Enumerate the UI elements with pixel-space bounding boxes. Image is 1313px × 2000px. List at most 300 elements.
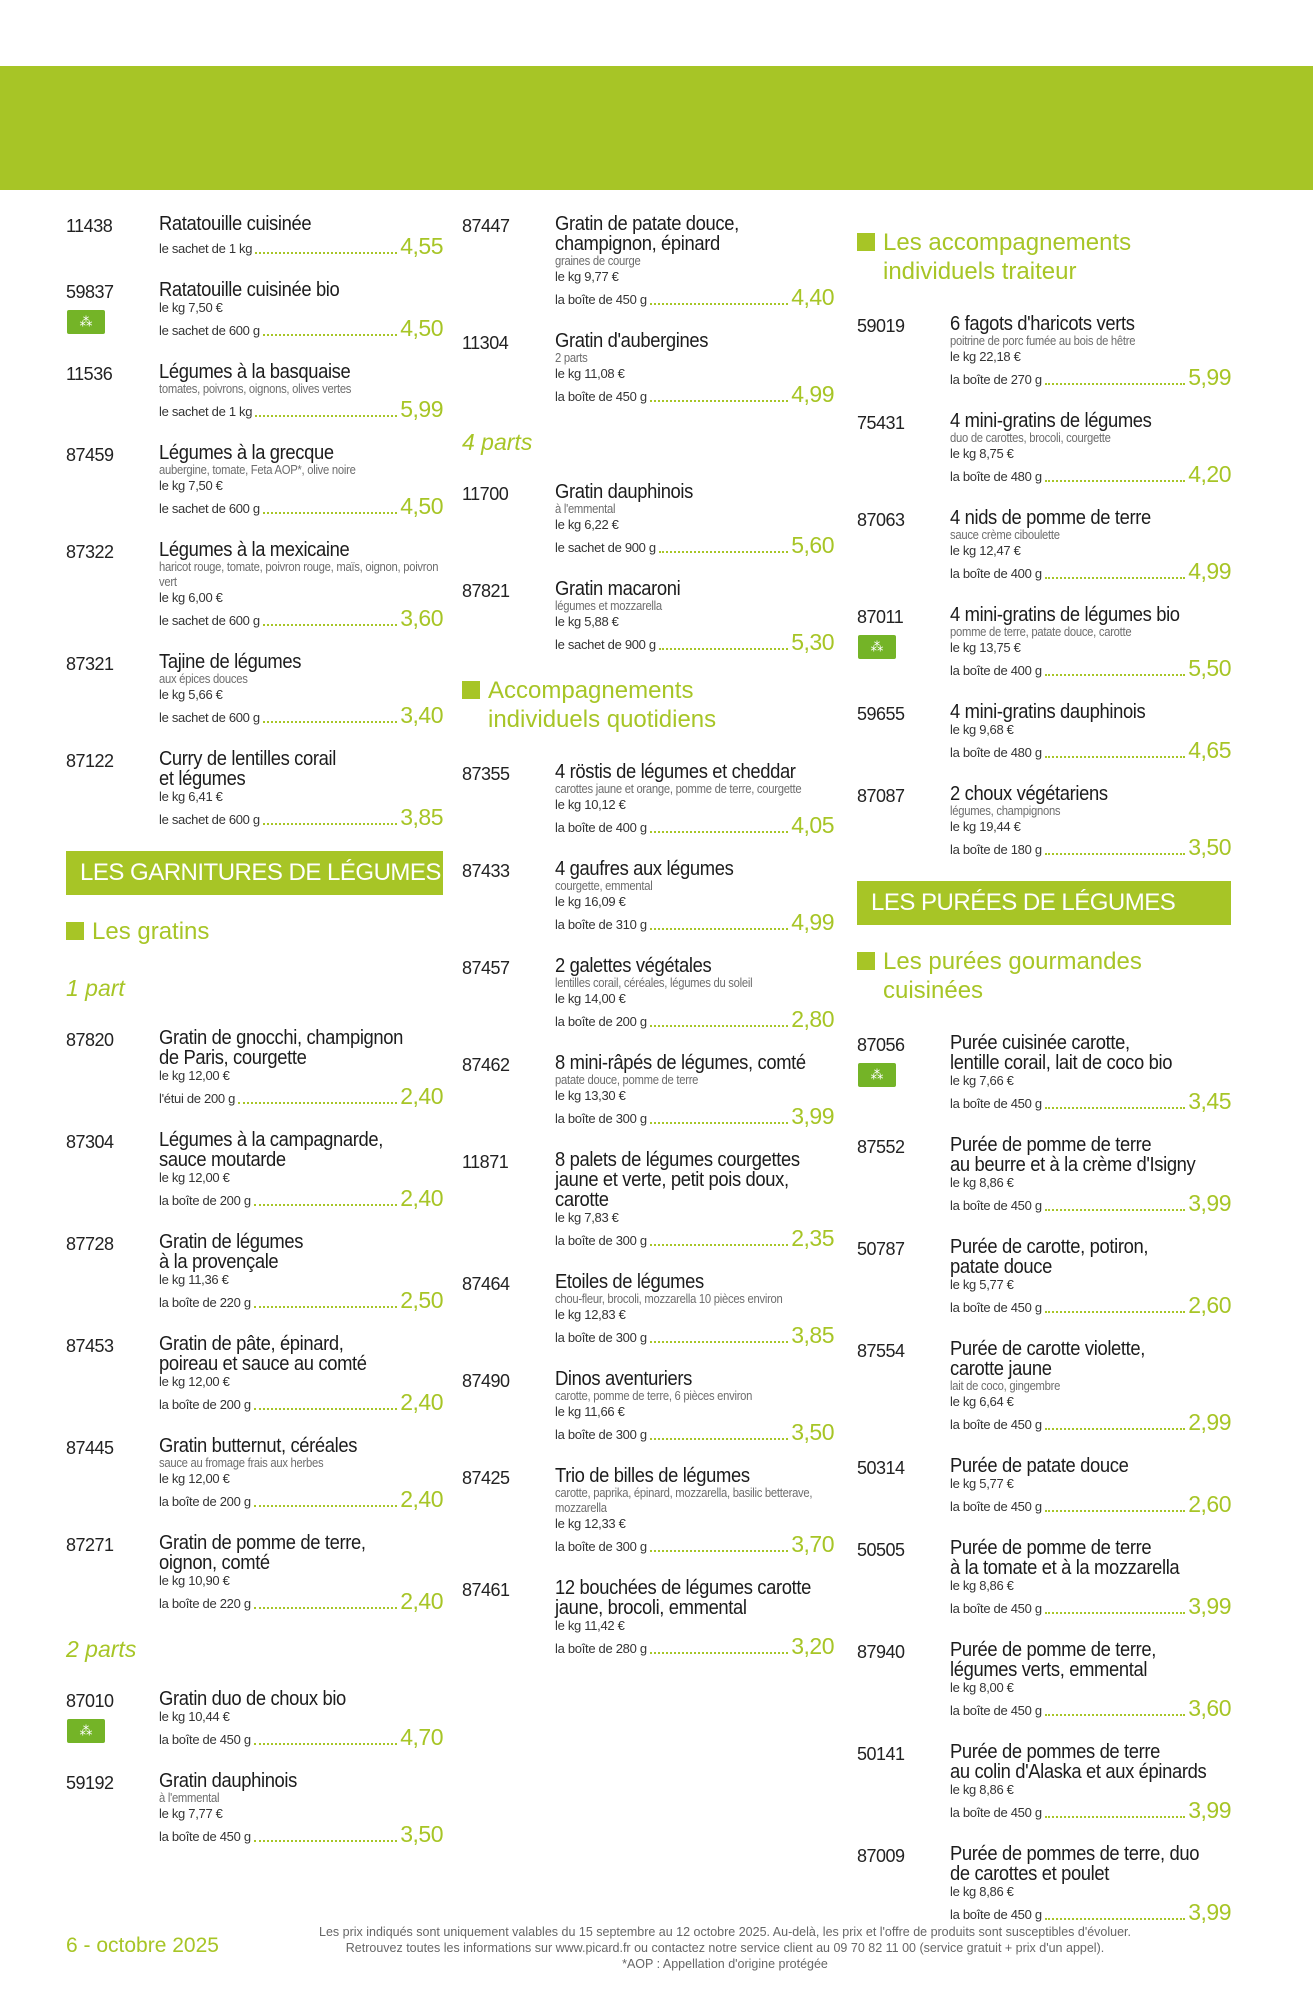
product-name: Gratin dauphinois xyxy=(159,1770,297,1792)
product-code: 87461 xyxy=(462,1580,510,1600)
product-code: 87457 xyxy=(462,958,510,978)
column-3 xyxy=(857,214,1231,1946)
dotted-leader xyxy=(650,1025,788,1027)
product-pack-line xyxy=(950,656,1231,680)
product-price-per-kg: le kg 8,00 € xyxy=(950,1680,1014,1695)
product-description: lentilles corail, céréales, légumes du soleil xyxy=(555,976,753,990)
product-code: 87940 xyxy=(857,1642,905,1662)
product-pack-size: la boîte de 200 g xyxy=(555,1014,647,1029)
product-description: carottes jaune et orange, pomme de terre, courgette xyxy=(555,782,802,796)
product-name: Gratin dauphinois xyxy=(555,481,693,503)
dotted-leader xyxy=(650,1244,788,1246)
product-code: 11871 xyxy=(462,1152,509,1172)
product-pack-size: la boîte de 450 g xyxy=(950,1300,1042,1315)
product-pack-line xyxy=(555,1634,834,1658)
footer-note-line-3: *AOP : Appellation d'origine protégée xyxy=(622,1957,828,1971)
product-name: 4 röstis de légumes et cheddar xyxy=(555,761,796,783)
product-pack-line xyxy=(555,533,834,557)
section-square-icon xyxy=(857,952,875,970)
product-pack-size: la boîte de 270 g xyxy=(950,372,1042,387)
product-price-per-kg: le kg 11,42 € xyxy=(555,1618,625,1633)
product-name: Gratin de pâte, épinard, poireau et sauce au comté xyxy=(159,1333,367,1375)
product-item xyxy=(857,1640,1231,1720)
product-item xyxy=(462,956,834,1031)
product-description: chou-fleur, brocoli, mozzarella 10 pièces environ xyxy=(555,1292,783,1306)
product-price: 2,40 xyxy=(400,1588,443,1614)
product-code: 59019 xyxy=(857,316,905,336)
product-price: 4,99 xyxy=(791,909,834,935)
product-pack-line xyxy=(159,1725,443,1749)
product-price: 2,40 xyxy=(400,1083,443,1109)
page-num: 6 xyxy=(66,1934,78,1957)
product-name: Purée de pomme de terre à la tomate et à la mozzarella xyxy=(950,1537,1180,1579)
footer-legal-note xyxy=(240,1924,1210,1972)
product-code: 87009 xyxy=(857,1846,905,1866)
product-price: 2,40 xyxy=(400,1389,443,1415)
product-name: Gratin macaroni xyxy=(555,578,681,600)
product-price: 3,50 xyxy=(1188,834,1231,860)
product-price-per-kg: le kg 5,66 € xyxy=(159,687,223,702)
product-pack-size: la boîte de 300 g xyxy=(555,1539,647,1554)
product-pack-size: la boîte de 450 g xyxy=(159,1732,251,1747)
product-pack-size: la boîte de 400 g xyxy=(555,820,647,835)
dotted-leader xyxy=(263,823,397,825)
product-name: 4 nids de pomme de terre xyxy=(950,507,1151,529)
product-name: Légumes à la mexicaine xyxy=(159,539,350,561)
product-description: lait de coco, gingembre xyxy=(950,1379,1061,1393)
product-pack-size: la boîte de 450 g xyxy=(950,1907,1042,1922)
product-pack-line xyxy=(555,285,834,309)
product-price: 3,40 xyxy=(400,702,443,728)
product-price: 3,20 xyxy=(791,1633,834,1659)
product-code: 11438 xyxy=(66,216,113,236)
product-pack-line xyxy=(950,1696,1231,1720)
product-pack-line xyxy=(950,1900,1231,1924)
product-list-purees xyxy=(857,1033,1231,1924)
product-name: Légumes à la grecque xyxy=(159,442,334,464)
product-item xyxy=(857,1033,1231,1113)
product-pack-size: le sachet de 600 g xyxy=(159,501,260,516)
product-code: 87011 xyxy=(857,607,904,627)
product-pack-line xyxy=(159,234,443,258)
product-name: Gratin d'aubergines xyxy=(555,330,709,352)
product-item xyxy=(462,1272,834,1347)
product-price-per-kg: le kg 12,47 € xyxy=(950,543,1021,558)
product-pack-line xyxy=(555,1323,834,1347)
section-title-text: Les accompagnements individuels traiteur xyxy=(883,229,1132,285)
product-description: poitrine de porc fumée au bois de hêtre xyxy=(950,334,1136,348)
product-pack-size: la boîte de 310 g xyxy=(555,917,647,932)
section-band-garnitures: LES GARNITURES DE LÉGUMES xyxy=(66,851,443,895)
product-price: 3,60 xyxy=(1188,1695,1231,1721)
product-code: 87459 xyxy=(66,445,114,465)
product-price: 4,65 xyxy=(1188,737,1231,763)
product-name: 2 galettes végétales xyxy=(555,955,712,977)
product-price-per-kg: le kg 11,08 € xyxy=(555,366,625,381)
product-name: 4 gaufres aux légumes xyxy=(555,858,734,880)
product-price-per-kg: le kg 22,18 € xyxy=(950,349,1021,364)
product-item xyxy=(857,784,1231,859)
dotted-leader xyxy=(255,252,397,254)
dotted-leader xyxy=(1045,480,1185,482)
product-code: 50141 xyxy=(857,1744,905,1764)
product-description: tomates, poivrons, oignons, olives vertes xyxy=(159,382,352,396)
product-code: 59655 xyxy=(857,704,905,724)
dotted-leader xyxy=(650,303,788,305)
dotted-leader xyxy=(263,512,397,514)
subsection-4-parts: 4 parts xyxy=(462,429,533,455)
product-code: 87447 xyxy=(462,216,510,236)
product-item xyxy=(66,1232,443,1312)
product-item xyxy=(66,443,443,518)
product-price: 5,50 xyxy=(1188,655,1231,681)
product-name: Légumes à la campagnarde, sauce moutarde xyxy=(159,1129,384,1171)
product-price: 3,60 xyxy=(400,605,443,631)
dotted-leader xyxy=(254,1306,397,1308)
product-name: Etoiles de légumes xyxy=(555,1271,704,1293)
product-pack-line xyxy=(950,1410,1231,1434)
product-pack-line xyxy=(555,1420,834,1444)
product-price-per-kg: le kg 16,09 € xyxy=(555,894,626,909)
product-item xyxy=(462,859,834,934)
product-price-per-kg: le kg 8,86 € xyxy=(950,1782,1014,1797)
product-price-per-kg: le kg 8,75 € xyxy=(950,446,1014,461)
product-pack-size: la boîte de 450 g xyxy=(555,389,647,404)
product-description: carotte, paprika, épinard, mozzarella, basilic betterave, mozzarella xyxy=(555,1486,813,1515)
product-price-per-kg: le kg 7,66 € xyxy=(950,1073,1014,1088)
product-name: 12 bouchées de légumes carotte jaune, brocoli, emmental xyxy=(555,1577,811,1619)
dotted-leader xyxy=(1045,1510,1185,1512)
subsection-2-parts: 2 parts xyxy=(66,1636,137,1662)
product-pack-size: la boîte de 450 g xyxy=(950,1703,1042,1718)
product-item xyxy=(462,1150,834,1250)
product-price: 4,99 xyxy=(791,381,834,407)
product-item xyxy=(66,1334,443,1414)
product-item xyxy=(857,702,1231,762)
page-month: - octobre 2025 xyxy=(83,1934,219,1957)
product-item xyxy=(462,331,834,406)
column-1 xyxy=(66,214,443,1868)
product-price: 3,70 xyxy=(791,1531,834,1557)
product-price-per-kg: le kg 8,86 € xyxy=(950,1175,1014,1190)
product-price-per-kg: le kg 5,88 € xyxy=(555,614,619,629)
product-name: Gratin de patate douce, champignon, épinard xyxy=(555,213,739,255)
product-pack-line xyxy=(950,365,1231,389)
product-price-per-kg: le kg 12,33 € xyxy=(555,1516,626,1531)
bio-leaf-icon: ⁂ xyxy=(858,635,896,659)
product-name: Purée de carotte, potiron, patate douce xyxy=(950,1236,1149,1278)
dotted-leader xyxy=(263,721,397,723)
section-title-text: Les purées gourmandes cuisinées xyxy=(883,948,1142,1004)
product-pack-size: le sachet de 600 g xyxy=(159,812,260,827)
product-pack-size: la boîte de 300 g xyxy=(555,1427,647,1442)
product-code: 87464 xyxy=(462,1274,510,1294)
product-price: 4,05 xyxy=(791,812,834,838)
product-price-per-kg: le kg 6,00 € xyxy=(159,590,223,605)
dotted-leader xyxy=(659,551,788,553)
product-item xyxy=(857,1135,1231,1215)
product-code: 87445 xyxy=(66,1438,114,1458)
section-title-text: Accompagnements individuels quotidiens xyxy=(488,677,717,733)
product-name: 4 mini-gratins de légumes xyxy=(950,410,1152,432)
section-title-accompagnements-traiteur xyxy=(857,228,1231,286)
product-item xyxy=(66,1689,443,1749)
product-pack-size: la boîte de 400 g xyxy=(950,663,1042,678)
product-pack-size: la boîte de 480 g xyxy=(950,469,1042,484)
dotted-leader xyxy=(254,1743,397,1745)
product-pack-size: la boîte de 300 g xyxy=(555,1111,647,1126)
dotted-leader xyxy=(650,1341,788,1343)
product-price: 3,99 xyxy=(791,1103,834,1129)
product-description: duo de carottes, brocoli, courgette xyxy=(950,431,1111,445)
product-price: 4,55 xyxy=(400,233,443,259)
product-pack-size: la boîte de 450 g xyxy=(159,1829,251,1844)
dotted-leader xyxy=(650,831,788,833)
product-price: 4,50 xyxy=(400,493,443,519)
product-code: 87433 xyxy=(462,861,510,881)
product-name: Tajine de légumes xyxy=(159,651,302,673)
product-description: courgette, emmental xyxy=(555,879,653,893)
product-description: graines de courge xyxy=(555,254,641,268)
dotted-leader xyxy=(650,1438,788,1440)
section-title-accompagnements-quotidiens xyxy=(462,676,834,734)
product-list-gratins-more xyxy=(462,214,834,406)
product-price-per-kg: le kg 8,86 € xyxy=(950,1884,1014,1899)
product-pack-size: le sachet de 600 g xyxy=(159,710,260,725)
product-pack-size: la boîte de 200 g xyxy=(159,1193,251,1208)
dotted-leader xyxy=(650,1122,788,1124)
product-code: 87820 xyxy=(66,1030,114,1050)
product-price-per-kg: le kg 7,77 € xyxy=(159,1806,223,1821)
subsection-1-part: 1 part xyxy=(66,975,125,1001)
product-price-per-kg: le kg 11,36 € xyxy=(159,1272,229,1287)
product-list-ready-vegetables xyxy=(66,214,443,829)
product-code: 50505 xyxy=(857,1540,905,1560)
product-code: 87010 xyxy=(66,1691,114,1711)
product-code: 87271 xyxy=(66,1535,114,1555)
product-pack-line xyxy=(159,316,443,340)
product-price-per-kg: le kg 12,00 € xyxy=(159,1374,230,1389)
product-description: légumes, champignons xyxy=(950,804,1061,818)
product-name: Gratin de légumes à la provençale xyxy=(159,1231,304,1273)
product-price-per-kg: le kg 11,66 € xyxy=(555,1404,625,1419)
product-list-4-parts xyxy=(462,482,834,654)
product-item xyxy=(66,749,443,829)
product-pack-line xyxy=(555,630,834,654)
product-name: Purée de pommes de terre, duo de carottes et poulet xyxy=(950,1843,1200,1885)
dotted-leader xyxy=(1045,1428,1185,1430)
product-pack-size: la boîte de 280 g xyxy=(555,1641,647,1656)
product-item xyxy=(857,1456,1231,1516)
product-pack-line xyxy=(555,1532,834,1556)
dotted-leader xyxy=(650,1550,788,1552)
product-code: 87122 xyxy=(66,751,114,771)
dotted-leader xyxy=(1045,577,1185,579)
dotted-leader xyxy=(263,624,397,626)
dotted-leader xyxy=(254,1505,397,1507)
product-pack-size: le sachet de 600 g xyxy=(159,613,260,628)
product-price: 3,85 xyxy=(400,804,443,830)
product-pack-line xyxy=(159,1186,443,1210)
product-pack-line xyxy=(950,1594,1231,1618)
product-code: 75431 xyxy=(857,413,905,433)
product-pack-line xyxy=(159,606,443,630)
product-code: 87321 xyxy=(66,654,114,674)
product-code: 87490 xyxy=(462,1371,510,1391)
product-pack-line xyxy=(159,1084,443,1108)
product-description: à l'emmental xyxy=(159,1791,220,1805)
product-price: 2,99 xyxy=(1188,1409,1231,1435)
product-pack-size: la boîte de 300 g xyxy=(555,1330,647,1345)
product-pack-size: le sachet de 600 g xyxy=(159,323,260,338)
product-price: 3,99 xyxy=(1188,1190,1231,1216)
product-item xyxy=(462,1578,834,1658)
product-code: 87821 xyxy=(462,581,510,601)
product-pack-size: le sachet de 1 kg xyxy=(159,241,253,256)
product-price-per-kg: le kg 13,30 € xyxy=(555,1088,626,1103)
product-price-per-kg: le kg 14,00 € xyxy=(555,991,626,1006)
product-price-per-kg: le kg 10,90 € xyxy=(159,1573,230,1588)
dotted-leader xyxy=(650,928,788,930)
product-name: 2 choux végétariens xyxy=(950,783,1108,805)
product-price: 3,99 xyxy=(1188,1797,1231,1823)
product-name: Trio de billes de légumes xyxy=(555,1465,750,1487)
dotted-leader xyxy=(1045,1107,1185,1109)
product-description: pomme de terre, patate douce, carotte xyxy=(950,625,1132,639)
product-price: 5,60 xyxy=(791,532,834,558)
product-pack-size: la boîte de 180 g xyxy=(950,842,1042,857)
product-pack-size: la boîte de 220 g xyxy=(159,1596,251,1611)
product-item xyxy=(462,1369,834,1444)
product-item xyxy=(857,1742,1231,1822)
product-price-per-kg: le kg 12,00 € xyxy=(159,1170,230,1185)
product-item xyxy=(66,1771,443,1846)
product-pack-line xyxy=(159,703,443,727)
product-item xyxy=(462,1053,834,1128)
dotted-leader xyxy=(1045,1714,1185,1716)
product-pack-line xyxy=(555,813,834,837)
product-pack-line xyxy=(950,835,1231,859)
product-item xyxy=(857,1339,1231,1434)
header-banner xyxy=(0,66,1313,190)
product-price-per-kg: le kg 12,00 € xyxy=(159,1471,230,1486)
product-price-per-kg: le kg 12,00 € xyxy=(159,1068,230,1083)
product-code: 87304 xyxy=(66,1132,114,1152)
product-code: 59192 xyxy=(66,1773,114,1793)
footer-note-line-1: Les prix indiqués sont uniquement valables du 15 septembre au 12 octobre 2025. Au-delà, les prix et l'offre de produits sont susceptibles d'évoluer. xyxy=(319,1925,1131,1939)
product-item xyxy=(462,579,834,654)
product-price-per-kg: le kg 9,77 € xyxy=(555,269,619,284)
product-price-per-kg: le kg 5,77 € xyxy=(950,1277,1014,1292)
product-pack-line xyxy=(555,910,834,934)
dotted-leader xyxy=(1045,756,1185,758)
section-title-text: Les gratins xyxy=(92,918,210,945)
column-2 xyxy=(462,214,834,1680)
product-item xyxy=(66,280,443,340)
section-square-icon xyxy=(66,922,84,940)
product-pack-line xyxy=(950,1492,1231,1516)
product-item xyxy=(66,362,443,421)
product-pack-line xyxy=(159,1589,443,1613)
product-pack-line xyxy=(555,1226,834,1250)
product-item xyxy=(857,605,1231,680)
product-code: 50314 xyxy=(857,1458,905,1478)
product-price-per-kg: le kg 6,64 € xyxy=(950,1394,1014,1409)
product-pack-size: la boîte de 450 g xyxy=(950,1417,1042,1432)
product-item xyxy=(66,540,443,630)
product-code: 87056 xyxy=(857,1035,905,1055)
product-price-per-kg: le kg 10,44 € xyxy=(159,1709,230,1724)
product-name: 4 mini-gratins dauphinois xyxy=(950,701,1146,723)
product-item xyxy=(857,508,1231,583)
product-price: 4,70 xyxy=(400,1724,443,1750)
product-item xyxy=(66,1028,443,1108)
product-pack-line xyxy=(555,382,834,406)
page-number xyxy=(66,1934,219,1958)
product-price: 4,40 xyxy=(791,284,834,310)
dotted-leader xyxy=(254,1607,397,1609)
product-description: aubergine, tomate, Feta AOP*, olive noire xyxy=(159,463,356,477)
product-code: 50787 xyxy=(857,1239,905,1259)
product-pack-size: la boîte de 200 g xyxy=(159,1397,251,1412)
product-name: Purée de pommes de terre au colin d'Alaska et aux épinards xyxy=(950,1741,1207,1783)
product-item xyxy=(857,1844,1231,1924)
section-title-purees-gourmandes xyxy=(857,947,1231,1005)
product-price-per-kg: le kg 7,50 € xyxy=(159,300,223,315)
product-price: 2,40 xyxy=(400,1486,443,1512)
product-name: Légumes à la basquaise xyxy=(159,361,351,383)
dotted-leader xyxy=(659,648,788,650)
product-item xyxy=(857,1538,1231,1618)
product-pack-size: la boîte de 200 g xyxy=(159,1494,251,1509)
dotted-leader xyxy=(263,334,397,336)
product-item xyxy=(66,1533,443,1613)
product-list-1-part xyxy=(66,1028,443,1613)
product-item xyxy=(462,762,834,837)
product-pack-size: le sachet de 900 g xyxy=(555,540,656,555)
product-pack-line xyxy=(159,1390,443,1414)
product-description: 2 parts xyxy=(555,351,588,365)
bio-leaf-icon: ⁂ xyxy=(858,1063,896,1087)
product-pack-size: la boîte de 450 g xyxy=(950,1198,1042,1213)
product-pack-line xyxy=(950,1798,1231,1822)
product-pack-size: l'étui de 200 g xyxy=(159,1091,236,1106)
footer-note-line-2: Retrouvez toutes les informations sur www.picard.fr ou contactez notre service client au 09 70 82 11 00 (service gratuit + prix d'un appel). xyxy=(345,1941,1105,1955)
product-price: 2,35 xyxy=(791,1225,834,1251)
product-pack-line xyxy=(950,1089,1231,1113)
product-pack-line xyxy=(159,494,443,518)
product-price: 3,50 xyxy=(791,1419,834,1445)
product-code: 87728 xyxy=(66,1234,114,1254)
product-price-per-kg: le kg 5,77 € xyxy=(950,1476,1014,1491)
bio-leaf-icon: ⁂ xyxy=(67,310,105,334)
product-code: 59837 xyxy=(66,282,114,302)
product-price: 2,60 xyxy=(1188,1491,1231,1517)
product-name: Dinos aventuriers xyxy=(555,1368,692,1390)
product-pack-line xyxy=(950,1293,1231,1317)
product-code: 87087 xyxy=(857,786,905,806)
product-list-2-parts xyxy=(66,1689,443,1846)
product-price: 4,50 xyxy=(400,315,443,341)
product-item xyxy=(857,1237,1231,1317)
dotted-leader xyxy=(1045,383,1185,385)
product-item xyxy=(66,1436,443,1511)
product-price-per-kg: le kg 6,41 € xyxy=(159,789,223,804)
product-pack-line xyxy=(555,1104,834,1128)
product-code: 11700 xyxy=(462,484,509,504)
product-code: 87462 xyxy=(462,1055,510,1075)
dotted-leader xyxy=(254,1204,397,1206)
